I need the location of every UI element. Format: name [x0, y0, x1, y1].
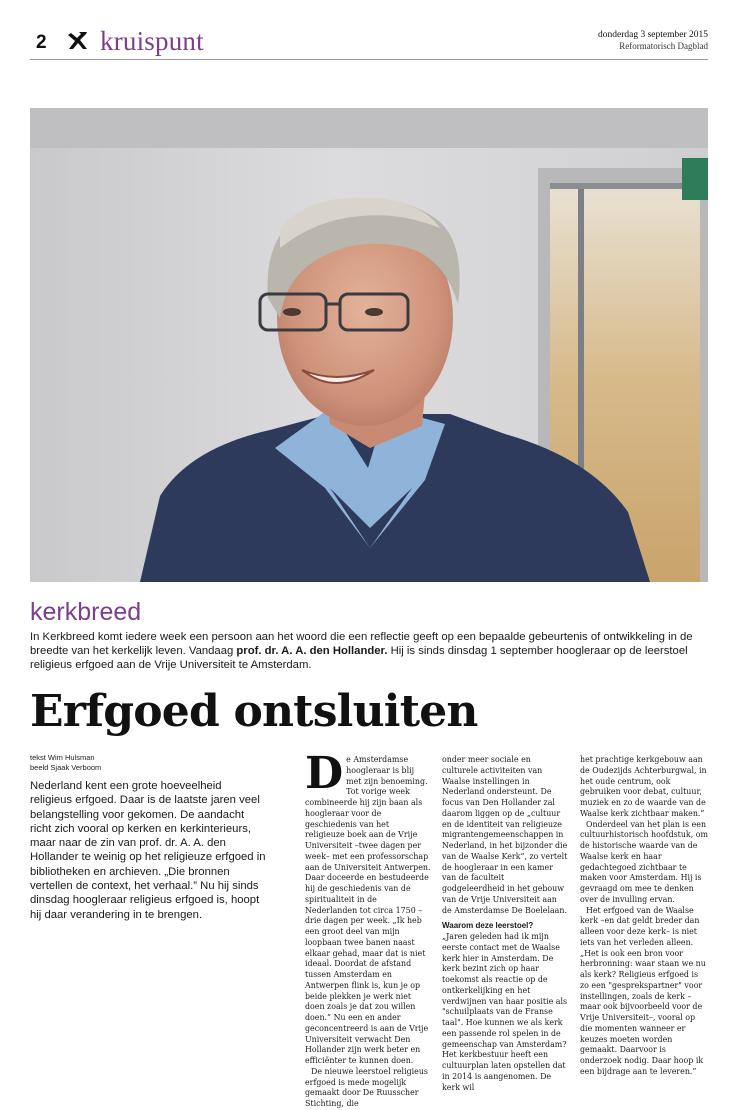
paragraph: [305, 748, 431, 1067]
intro-text-1: In Kerkbreed komt iedere week een persoon aan het woord die een reflectie geeft op een bepaalde gebeurtenis of ontwikkeling in de breedte van het kerkelijk leven. Vandaag: [30, 631, 693, 657]
article-credits: [30, 753, 101, 773]
intro-text-2: Hij is sinds dinsdag 1 september hoogleraar op de leerstoel religieus erfgoed aan de Vrije Universiteit te Amsterdam.: [30, 645, 688, 671]
credit-text: tekst Wim Hulsman: [30, 753, 95, 762]
paragraph: onder meer sociale en culturele activiteiten van Waalse instellingen in Nederland ondersteunt. De focus van Den Hollander zal daarom liggen op de „cultuur en de identiteit van religieuze migrantengemeenschappen in Nederland, in het bijzonder die van de Waalse Kerk”, zo vertelt de hoogleraar in een kamer van de faculteit godgeleerdheid in het gebouw van de Vrije Universiteit aan de Amsterdamse De Boelelaan.: [442, 755, 568, 915]
paragraph: Onderdeel van het plan is een cultuurhistorisch hoofdstuk, om de historische waarde van de Waalse kerk en haar gedachtegoed zichtbaar te maken voor Amsterdam. Hij is gevraagd om mee te denken over de invulling ervan.: [580, 819, 708, 904]
paragraph-text: e Amsterdamse hoogleraar is blij met zijn benoeming. Tot vorige week combineerde hij zijn baan als hoogleraar voor de geschiedenis van het religieuze boek aan de Vrije Universiteit –twee dagen per week– met een professorschap aan de Universiteit Antwerpen. Daar doceerde en bestudeerde hij de geschiedenis van de spiritualiteit in de Nederlanden tot circa 1750 – drie dagen per week. „Ik heb een groot deel van mijn loopbaan twee banen naast elkaar gehad, maar dat is niet ideaal. Doordat de afstand tussen Amsterdam en Antwerpen flink is, kun je op beide plekken je werk niet doen zoals je dat zou willen doen.” Nu een en ander geconcentreerd is aan de Vrije Universiteit verwacht Den Hollander zijn werk beter en efficiënter te kunnen doen.: [305, 755, 431, 1065]
paragraph: De nieuwe leerstoel religieus erfgoed is mede mogelijk gemaakt door De Ruusscher Stichting, die: [305, 1066, 428, 1108]
cross-arrow-icon: [66, 30, 88, 52]
paragraph: het prachtige kerkgebouw aan de Oudezijds Achterburgwal, in het oude centrum, ook gebruiken voor debat, cultuur, muziek en zo de waarde van de Waalse kerk zichtbaar maken.”: [580, 755, 707, 818]
article-column-3: [580, 755, 708, 1078]
section-title: kruispunt: [100, 26, 204, 56]
intro-person-name: prof. dr. A. A. den Hollander.: [236, 645, 388, 657]
article-lead: Nederland kent een grote hoeveelheid religieus erfgoed. Daar is de laatste jaren veel belangstelling voor gekomen. De aandacht richt zich vooral op kerken en kerkinterieurs, maar naar de zin van prof. dr. A. A. den Hollander te weinig op het religieuze erfgoed in bibliotheken en archieven. „Die bronnen vertellen de context, het verhaal.” Nu hij sinds dinsdag hoogleraar religieus erfgoed is, hoopt hij daar verandering in te brengen.: [30, 780, 266, 921]
paragraph: Het erfgoed van de Waalse kerk –en dat geldt breder dan alleen voor deze kerk– is niet iets van het verleden alleen. „Het is ook een bron voor herbronning: waar staan we nu als kerk? Religieus erfgoed is zo een "gesprekspartner" voor instellingen, zoals de kerk –maar ook bijvoorbeeld voor de Vrije Universiteit–, vooral op die momenten wanneer er keuzes moeten worden gemaakt. Daarvoor is onderzoek nodig. Daar hoop ik een bijdrage aan te leveren.”: [580, 905, 706, 1076]
drop-cap: D: [305, 748, 344, 799]
paragraph: „Jaren geleden had ik mijn eerste contact met de Waalse kerk hier in Amsterdam. De kerk bezint zich op haar toekomst als reactie op de ontkerkelijking en het verdwijnen van haar positie als "schuilplaats van de Franse taal". Hoe kunnen we als kerk een passende rol spelen in de gemeenschap van Amsterdam? Het kerkbestuur heeft een cultuurplan laten opstellen dat in 2014 is aangenomen. De kerk wil: [442, 932, 568, 1092]
page-number: 2: [36, 32, 47, 53]
page-header: [30, 26, 708, 58]
newspaper-name: Reformatorisch Dagblad: [619, 41, 708, 51]
article-subhead: Waarom deze leerstoel?: [442, 921, 534, 931]
article-column-2: [442, 755, 569, 1093]
credit-photo: beeld Sjaak Verboom: [30, 763, 102, 772]
kerkbreed-intro: [30, 630, 700, 672]
issue-date: donderdag 3 september 2015: [597, 30, 708, 40]
article-headline: Erfgoed ontsluiten: [30, 686, 478, 737]
portrait-photo: [30, 108, 708, 582]
dateline: [598, 30, 708, 52]
header-divider: [30, 59, 708, 60]
kerkbreed-title: kerkbreed: [30, 598, 142, 626]
article-column-1: [305, 748, 431, 1110]
